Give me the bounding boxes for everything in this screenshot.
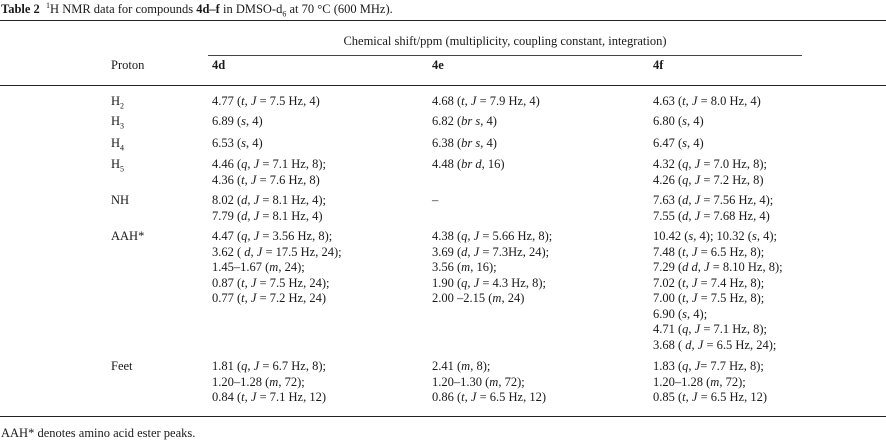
cell-line: 3.62 ( d, J = 17.5 Hz, 24); bbox=[212, 244, 342, 259]
caption-text-b: in DMSO-d bbox=[219, 2, 283, 17]
proton-header: Proton bbox=[111, 58, 145, 72]
table-cell bbox=[653, 136, 704, 152]
cell-line: 4.38 (q, J = 5.66 Hz, 8); bbox=[432, 229, 553, 243]
cell-line: 8.02 (d, J = 8.1 Hz, 4); bbox=[212, 193, 326, 207]
caption-compounds: 4d–f bbox=[196, 2, 220, 17]
cell-line: 7.00 (t, J = 7.5 Hz, 8); bbox=[653, 291, 765, 305]
table-cell bbox=[212, 114, 263, 130]
cell-line: 6.53 (s, 4) bbox=[212, 136, 263, 150]
row-label-text: Feet bbox=[111, 359, 133, 373]
cell-line: 7.63 (d, J = 7.56 Hz, 4); bbox=[653, 193, 774, 207]
table-cell bbox=[653, 193, 773, 224]
row-label-text: H bbox=[111, 136, 121, 150]
row-label bbox=[111, 94, 124, 114]
cell-line: 4.47 (q, J = 3.56 Hz, 8); bbox=[212, 229, 333, 243]
cell-line: 7.55 (d, J = 7.68 Hz, 4) bbox=[653, 208, 770, 223]
cell-line: 3.69 (d, J = 7.3Hz, 24); bbox=[432, 244, 550, 259]
row-label bbox=[111, 229, 144, 245]
row-label-text: NH bbox=[111, 193, 130, 207]
row-label-text: H bbox=[111, 94, 121, 108]
bottom-rule bbox=[0, 416, 886, 417]
table-cell bbox=[653, 359, 767, 406]
cell-line: 1.45–1.67 (m, 24); bbox=[212, 260, 305, 274]
table-cell bbox=[212, 94, 320, 110]
cell-line: 4.46 (q, J = 7.1 Hz, 8); bbox=[212, 157, 326, 171]
cell-line: 7.02 (t, J = 7.4 Hz, 8); bbox=[653, 275, 765, 290]
cell-line: 3.56 (m, 16); bbox=[432, 260, 497, 274]
cell-line: 6.89 (s, 4) bbox=[212, 114, 263, 128]
cell-line: 4.26 (q, J = 7.2 Hz, 8) bbox=[653, 172, 764, 187]
cell-line: 3.68 ( d, J = 6.5 Hz, 24); bbox=[653, 337, 777, 352]
table-cell bbox=[212, 157, 326, 188]
table-cell bbox=[653, 114, 704, 130]
cell-line: 4.36 (t, J = 7.6 Hz, 8) bbox=[212, 172, 320, 187]
table-cell bbox=[432, 114, 497, 130]
row-label-subscript: 4 bbox=[120, 143, 125, 153]
table-cell bbox=[653, 157, 767, 188]
table-cell bbox=[653, 94, 761, 110]
cell-line: 2.41 (m, 8); bbox=[432, 359, 491, 373]
row-label-subscript: 5 bbox=[120, 164, 125, 174]
table-cell bbox=[432, 359, 546, 406]
cell-line: 1.20–1.28 (m, 72); bbox=[212, 374, 305, 389]
cell-line: 1.90 (q, J = 4.3 Hz, 8); bbox=[432, 275, 546, 290]
table-cell bbox=[212, 193, 326, 224]
cell-line: 2.00 –2.15 (m, 24) bbox=[432, 291, 525, 305]
cell-line: 1.20–1.28 (m, 72); bbox=[653, 374, 746, 389]
cell-line: 4.48 (br d, 16) bbox=[432, 157, 505, 171]
cell-line: 4.32 (q, J = 7.0 Hz, 8); bbox=[653, 157, 767, 171]
column-header-4f: 4f bbox=[653, 58, 664, 72]
cell-line: 4.77 (t, J = 7.5 Hz, 4) bbox=[212, 94, 320, 108]
row-label bbox=[111, 193, 129, 209]
table-cell bbox=[432, 193, 438, 209]
cell-line: 0.87 (t, J = 7.5 Hz, 24); bbox=[212, 275, 330, 290]
cell-line: 10.42 (s, 4); 10.32 (s, 4); bbox=[653, 229, 777, 243]
row-label-text: H bbox=[111, 157, 121, 171]
row-label bbox=[111, 114, 124, 134]
row-label bbox=[111, 157, 124, 177]
table-cell bbox=[432, 94, 540, 110]
top-rule bbox=[0, 20, 886, 21]
table-cell bbox=[432, 229, 552, 307]
caption-text-a: H NMR data for compounds bbox=[50, 2, 197, 17]
table-caption bbox=[1, 1, 393, 19]
caption-subscript: 6 bbox=[282, 9, 287, 19]
cell-line: 0.77 (t, J = 7.2 Hz, 24) bbox=[212, 291, 327, 305]
row-label bbox=[111, 359, 133, 375]
table-cell bbox=[432, 136, 497, 152]
caption-superscript: 1 bbox=[46, 1, 51, 10]
cell-line: 0.86 (t, J = 6.5 Hz, 12) bbox=[432, 390, 547, 404]
cell-line: 6.38 (br s, 4) bbox=[432, 136, 497, 150]
cell-line: 7.29 (d d, J = 8.10 Hz, 8); bbox=[653, 260, 783, 274]
cell-line: 7.48 (t, J = 6.5 Hz, 8); bbox=[653, 244, 765, 259]
cell-line: 7.79 (d, J = 8.1 Hz, 4) bbox=[212, 208, 323, 223]
cell-line: 6.80 (s, 4) bbox=[653, 114, 704, 128]
cell-line: 1.81 (q, J = 6.7 Hz, 8); bbox=[212, 359, 326, 373]
column-header-4d: 4d bbox=[212, 58, 226, 72]
table-label: Table 2 bbox=[1, 2, 40, 17]
table-cell bbox=[212, 136, 263, 152]
column-group-header: Chemical shift/ppm (multiplicity, coupling constant, integration) bbox=[343, 34, 667, 48]
row-label-subscript: 2 bbox=[120, 101, 125, 111]
cell-line: 6.47 (s, 4) bbox=[653, 136, 704, 150]
cell-line: 0.84 (t, J = 7.1 Hz, 12) bbox=[212, 390, 327, 404]
cell-line: 4.63 (t, J = 8.0 Hz, 4) bbox=[653, 94, 761, 108]
row-label bbox=[111, 136, 124, 156]
cell-line: 1.20–1.30 (m, 72); bbox=[432, 374, 525, 389]
cell-line: 1.83 (q, J= 7.7 Hz, 8); bbox=[653, 359, 764, 373]
header-rule bbox=[0, 85, 886, 86]
column-header-4e: 4e bbox=[432, 58, 444, 72]
row-label-text: AAH* bbox=[111, 229, 145, 243]
table-cell bbox=[212, 229, 342, 307]
row-label-subscript: 3 bbox=[120, 121, 125, 131]
cell-line: 6.82 (br s, 4) bbox=[432, 114, 497, 128]
cell-line: 0.85 (t, J = 6.5 Hz, 12) bbox=[653, 390, 768, 404]
footnote: AAH* denotes amino acid ester peaks. bbox=[1, 426, 196, 440]
group-underline bbox=[208, 55, 802, 56]
cell-line: 6.90 (s, 4); bbox=[653, 306, 708, 321]
table-cell bbox=[212, 359, 326, 406]
cell-line: 4.68 (t, J = 7.9 Hz, 4) bbox=[432, 94, 540, 108]
table-cell bbox=[653, 229, 783, 353]
row-label-text: H bbox=[111, 114, 121, 128]
cell-line: 4.71 (q, J = 7.1 Hz, 8); bbox=[653, 322, 767, 336]
caption-text-c: at 70 °C (600 MHz). bbox=[286, 2, 393, 17]
table-cell bbox=[432, 157, 505, 173]
cell-line: – bbox=[432, 193, 439, 207]
